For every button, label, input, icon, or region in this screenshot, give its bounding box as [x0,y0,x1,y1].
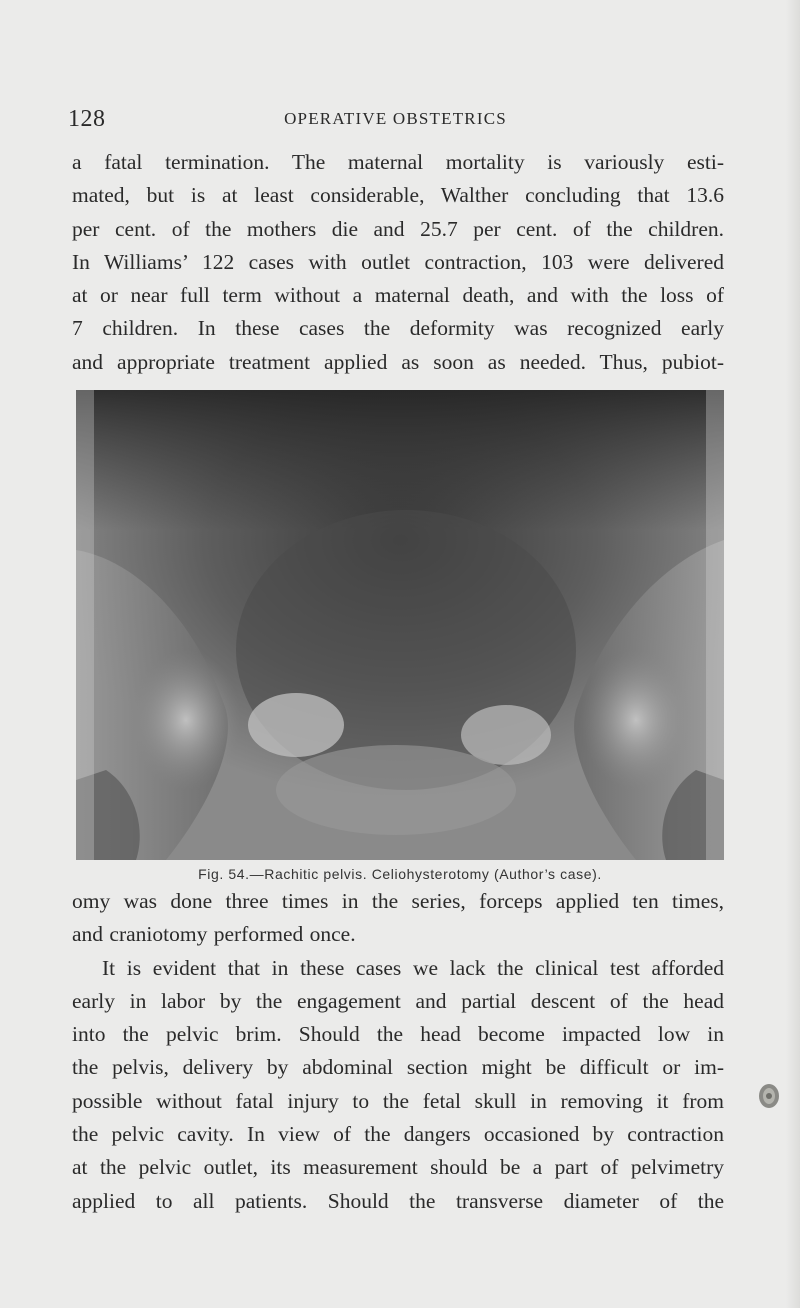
library-stamp-icon [757,1081,781,1111]
text-line: at or near full term without a maternal death, and with the loss of [72,283,724,308]
text-line: into the pelvic brim. Should the head become impacted low in [72,1022,724,1047]
text-line: early in labor by the engagement and partial descent of the head [72,988,724,1013]
text-line: a fatal termination. The maternal mortality is variously esti- [72,150,724,174]
text-line: applied to all patients. Should the transverse diameter of the [72,1188,724,1213]
figure-caption: Fig. 54.—Rachitic pelvis. Celiohysterotomy (Author’s case). [198,866,602,882]
paragraph-bottom [72,885,724,1218]
text-line: mated, but is at least considerable, Walther concluding that 13.6 [72,183,724,208]
page-number: 128 [68,106,106,132]
text-line: possible without fatal injury to the fetal skull in removing it from [72,1088,724,1113]
text-line: the pelvis, delivery by abdominal section might be difficult or im- [72,1055,724,1080]
text-line: the pelvic cavity. In view of the dangers occasioned by contraction [72,1122,724,1147]
text-line: per cent. of the mothers die and 25.7 per cent. of the children. [72,216,724,241]
text-line: It is evident that in these cases we lack the clinical test afforded [102,955,724,980]
text-line: at the pelvic outlet, its measurement should be a part of pelvimetry [72,1155,724,1180]
page-edge-shadow [786,0,800,1308]
text-line: 7 children. In these cases the deformity was recognized early [72,316,724,341]
running-title: OPERATIVE OBSTETRICS [284,109,507,128]
text-line: In Williams’ 122 cases with outlet contraction, 103 were delivered [72,249,724,274]
text-line: and craniotomy performed once. [72,922,356,947]
page-header [68,104,723,134]
pelvis-xray-image [76,390,724,860]
paragraph-top [72,146,724,379]
xray-figure [76,390,724,860]
text-line: omy was done three times in the series, forceps applied ten times, [72,889,724,913]
text-line: and appropriate treatment applied as soon as needed. Thus, pubiot- [72,349,724,374]
